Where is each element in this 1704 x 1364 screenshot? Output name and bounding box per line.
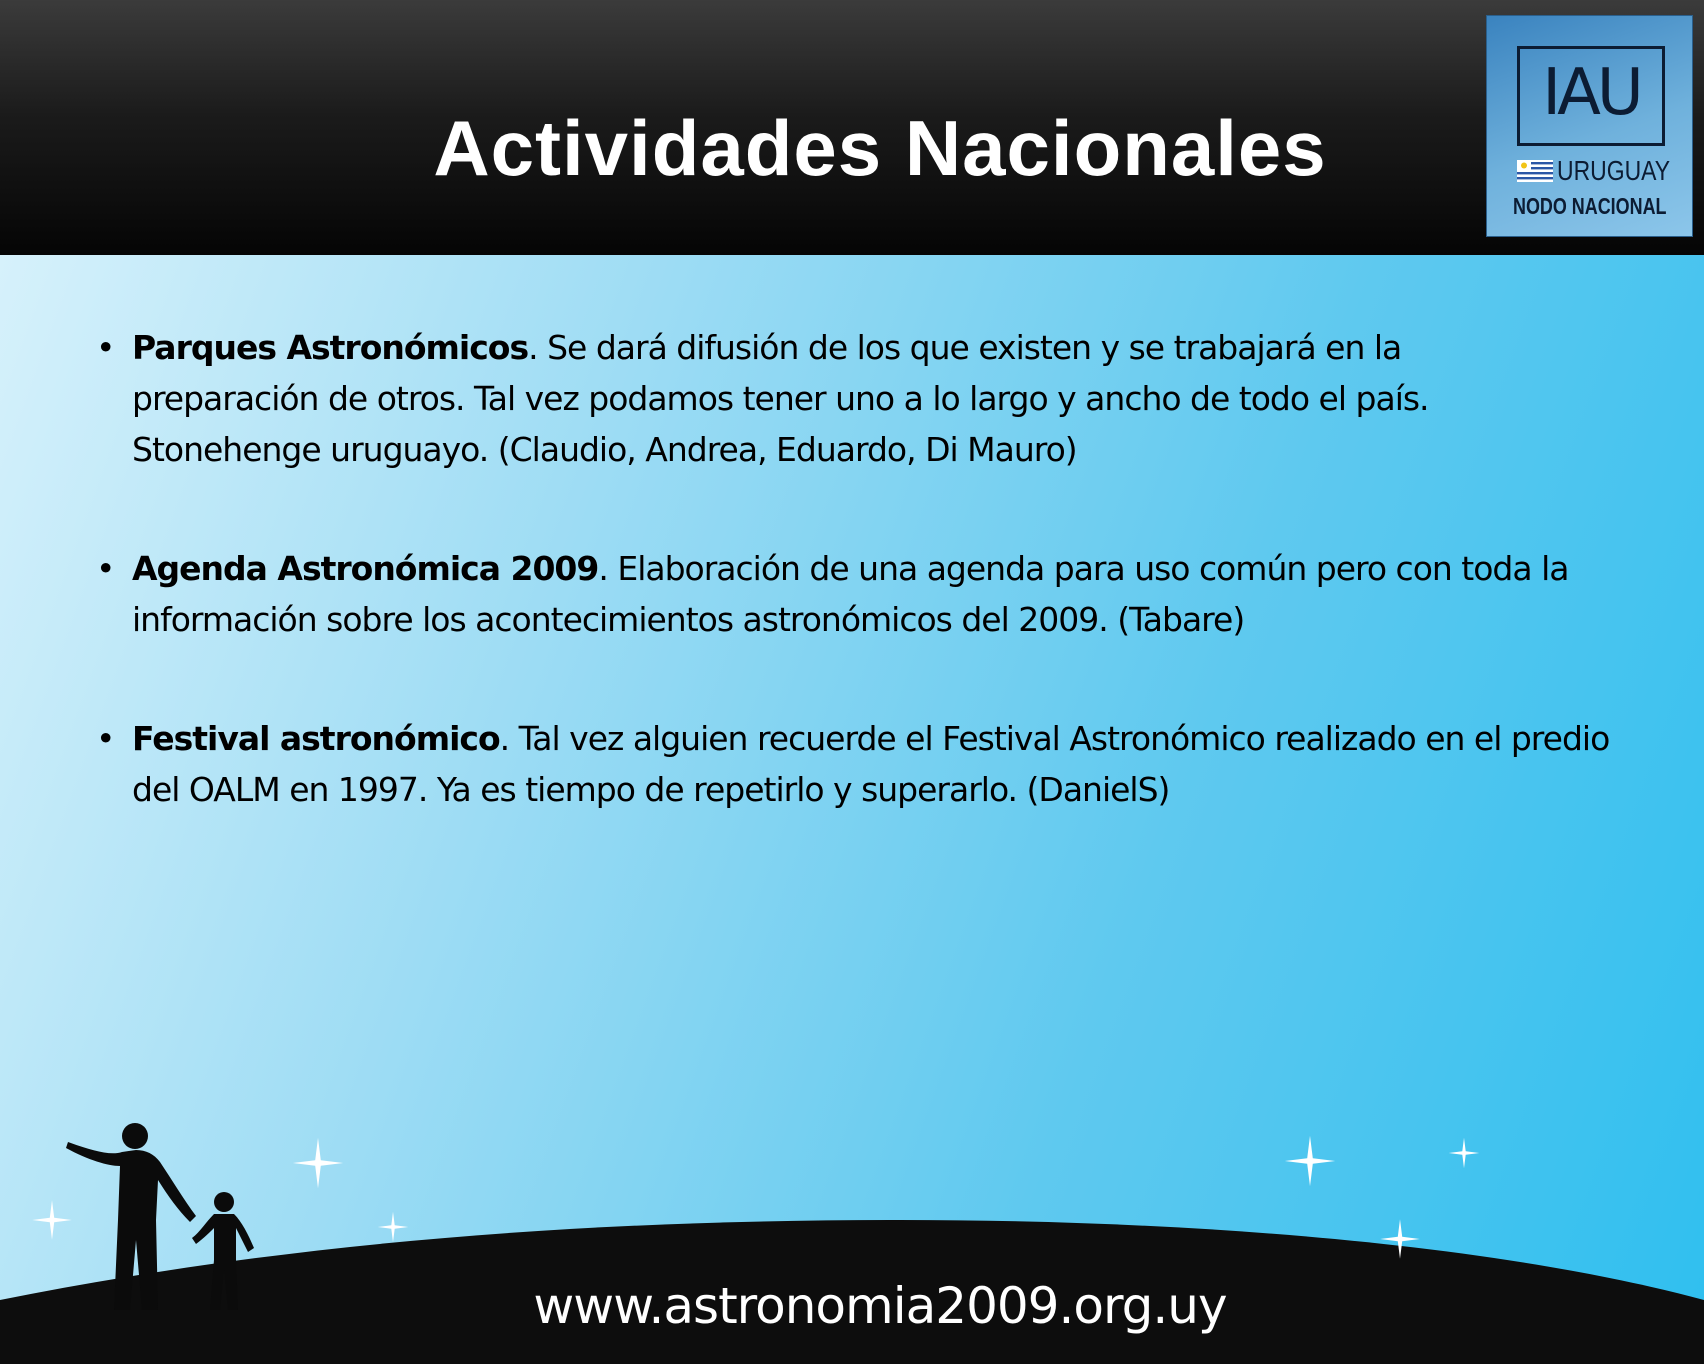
uruguay-flag-icon bbox=[1517, 160, 1553, 182]
bullet-text: . Tal vez alguien recuerde el Festival Astronómico realizado en el predio del OALM en 1997. Ya es tiempo de repetirlo y superarlo. (DanielS) bbox=[132, 719, 1610, 809]
bullet-text: . Elaboración de una agenda para uso común pero con toda la información sobre los acontecimientos astronómicos del 2009. (Tabare) bbox=[132, 549, 1569, 639]
bullet-marker: • bbox=[96, 719, 115, 758]
logo-country: URUGUAY bbox=[1557, 155, 1671, 186]
bullet-lead: Agenda Astronómica 2009 bbox=[132, 549, 599, 588]
logo-mark: IAU bbox=[1542, 56, 1640, 130]
iau-logo-icon bbox=[1517, 46, 1665, 146]
star-icon bbox=[290, 1135, 346, 1191]
bullet-item bbox=[96, 713, 1652, 815]
star-icon bbox=[376, 1210, 410, 1244]
bullet-marker: • bbox=[96, 549, 115, 588]
star-icon bbox=[1378, 1217, 1422, 1261]
star-icon bbox=[1447, 1136, 1481, 1170]
bullet-lead: Festival astronómico bbox=[132, 719, 500, 758]
logo-node: NODO NACIONAL bbox=[1513, 193, 1667, 219]
slide-title: Actividades Nacionales bbox=[433, 104, 1327, 192]
silhouette-adult-child-icon bbox=[60, 1110, 270, 1320]
bullet-marker: • bbox=[96, 328, 115, 367]
bullet-lead: Parques Astronómicos bbox=[132, 328, 529, 367]
bullet-item bbox=[96, 543, 1692, 645]
bullet-text: . Se dará difusión de los que existen y se trabajará en la preparación de otros. Tal vez podamos tener uno a lo largo y ancho de todo el país. Stonehenge uruguayo. (Claudio, Andrea, Eduardo, Di Mauro) bbox=[132, 328, 1429, 469]
footer-url[interactable]: www.astronomia2009.org.uy bbox=[533, 1277, 1227, 1335]
bullet-list bbox=[96, 322, 1656, 815]
star-icon bbox=[1282, 1133, 1338, 1189]
iau-logo bbox=[1486, 15, 1693, 237]
bullet-item bbox=[96, 322, 1592, 475]
